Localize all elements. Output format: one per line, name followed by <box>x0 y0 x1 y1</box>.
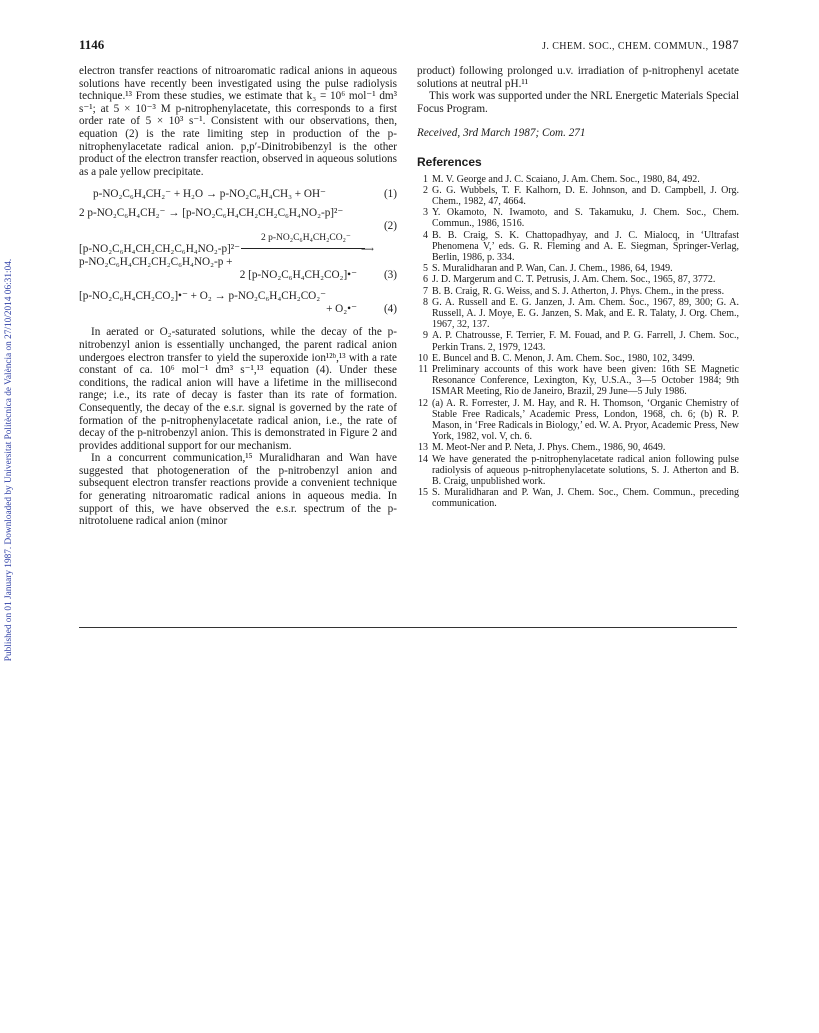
reference-text: J. D. Margerum and C. T. Petrusis, J. Am. Chem. Soc., 1965, 87, 3772. <box>432 274 716 286</box>
reference-number: 6 <box>423 274 428 286</box>
reference-item <box>417 185 739 207</box>
reference-text: G. G. Wubbels, T. F. Kalhorn, D. E. Johnson, and D. Campbell, J. Org. Chem., 1982, 47, 4664. <box>432 184 739 207</box>
reference-item <box>417 330 739 352</box>
download-stamp-text: Published on 01 January 1987. Downloaded by Universitat Politècnica de València on 27/10/2014 06:31:04. <box>4 258 14 662</box>
equation-4-line-a <box>79 290 397 303</box>
equation-3-reagent <box>79 233 397 243</box>
body-paragraph: electron transfer reactions of nitroaromatic radical anions in aqueous solutions have recently been investigated using the pulse radiolysis technique.¹³ From these studies, we estimate that k₃ = 10⁶ mol⁻¹ dm³ s⁻¹; at 5 × 10⁻³ M p-nitrophenylacetate, this corresponds to a first order rate of 5 × 10³ s⁻¹. Consistent with our observations, then, equation (2) is the rate limiting step in production of the p-nitrophenylacetate radical anion. p,p′-Dinitrobibenzyl is the other product of the electron transfer reaction, observed in aqueous solutions as a pale yellow precipitate. <box>79 65 397 178</box>
equation-3-line-a <box>79 243 397 256</box>
equation-4-line-b <box>79 303 397 316</box>
reference-number: 4 <box>423 229 428 241</box>
reference-number: 14 <box>418 453 428 465</box>
reference-number: 1 <box>423 173 428 185</box>
reference-number: 3 <box>423 207 428 219</box>
equation-2-number: (2) <box>383 220 397 233</box>
left-column <box>79 65 397 528</box>
body-paragraph: In a concurrent communication,¹⁵ Muralidharan and Wan have suggested that photogeneration of the p-nitrobenzyl anion and subsequent electron transfer reactions provide a convenient technique for generating nitroaromatic radical anions in aqueous media. In support of this, we have observed the e.s.r. spectrum of the p-nitrotoluene radical anion (minor <box>79 452 397 528</box>
equation-2 <box>79 207 397 220</box>
reference-number: 11 <box>418 364 428 376</box>
reference-number: 8 <box>423 296 428 308</box>
reference-number: 10 <box>418 352 428 364</box>
journal-name: J. CHEM. SOC., CHEM. COMMUN., <box>542 41 709 52</box>
equation-4-text: [p-NO₂C₆H₄CH₂CO₂]•⁻ + O₂ → p-NO₂C₆H₄CH₂CO₂⁻ <box>79 290 327 303</box>
equation-3-reactant: [p-NO₂C₆H₄CH₂CH₂C₆H₄NO₂-p]²⁻ <box>79 243 241 256</box>
reference-text: E. Buncel and B. C. Menon, J. Am. Chem. Soc., 1980, 102, 3499. <box>432 352 695 364</box>
acknowledgement: This work was supported under the NRL Energetic Materials Special Focus Program. <box>417 90 739 115</box>
received-date: Received, 3rd March 1987; Com. 271 <box>417 127 586 140</box>
reference-item <box>417 297 739 331</box>
equation-3-product-b: 2 [p-NO₂C₆H₄CH₂CO₂]•⁻ <box>239 269 357 282</box>
equation-4-number: (4) <box>383 303 397 316</box>
equation-1-text: p-NO₂C₆H₄CH₂⁻ + H₂O → p-NO₂C₆H₄CH₃ + OH⁻ <box>93 188 326 201</box>
reaction-arrow-shaft <box>241 248 365 249</box>
reference-text: A. P. Chatrousse, F. Terrier, F. M. Fouad, and P. G. Farrell, J. Chem. Soc., Perkin Trans. 2, 1979, 1243. <box>432 330 739 353</box>
equation-1 <box>79 188 397 201</box>
reference-number: 5 <box>423 263 428 275</box>
body-paragraph: In aerated or O₂-saturated solutions, while the decay of the p-nitrobenzyl anion is essentially unchanged, the parent radical anion undergoes electron transfer to yield the superoxide ion¹²ᵇ,¹³ with a rate constant of ca. 10⁶ mol⁻¹ dm³ s⁻¹,¹³ equation (4). Under these conditions, the radical anion will have a lifetime in the millisecond range; i.e., its rate of decay is faster than its rate of formation. Consequently, the decay of the e.s.r. signal is governed by the rate of formation of the p-nitrophenylacetate radical anion, i.e., the rate of decay of the p-nitrobenzyl anion. This is demonstrated in Figure 2 and provides additional support for our mechanism. <box>79 326 397 452</box>
equation-block <box>79 188 397 316</box>
reference-number: 2 <box>423 184 428 196</box>
reference-item <box>417 364 739 398</box>
right-column <box>417 65 739 510</box>
reference-item <box>417 487 739 509</box>
reference-item <box>417 207 739 229</box>
reference-number: 9 <box>423 330 428 342</box>
reference-item <box>417 174 739 185</box>
equation-2-text: 2 p-NO₂C₆H₄CH₂⁻ → [p-NO₂C₆H₄CH₂CH₂C₆H₄NO₂-p]²⁻ <box>79 207 344 220</box>
body-paragraph: product) following prolonged u.v. irradiation of p-nitrophenyl acetate solutions at neutral pH.¹¹ <box>417 65 739 90</box>
footer-rule <box>79 627 737 628</box>
equation-3-product-a: p-NO₂C₆H₄CH₂CH₂C₆H₄NO₂-p + <box>79 256 233 269</box>
reference-text: S. Muralidharan and P. Wan, Can. J. Chem., 1986, 64, 1949. <box>432 263 673 275</box>
references-heading: References <box>417 154 482 169</box>
reference-number: 15 <box>418 487 428 499</box>
reference-number: 12 <box>418 397 428 409</box>
references-list <box>417 174 739 510</box>
reference-text: We have generated the p-nitrophenylacetate radical anion following pulse radiolysis of aqueous p-nitrophenylacetate solutions, S. J. Atherton and B. B. Craig, unpublished work. <box>432 453 739 488</box>
reference-text: B. B. Craig, S. K. Chattopadhyay, and J. C. Mialocq, in ‘Ultrafast Phenomena V,’ eds. G. R. Fleming and A. E. Siegman, Springer-Verlag, Berlin, 1986, p. 334. <box>432 229 739 263</box>
reference-text: Y. Okamoto, N. Iwamoto, and S. Takamuku, J. Chem. Soc., Chem. Commun., 1986, 1516. <box>432 207 739 230</box>
equation-4-product: + O₂•⁻ <box>326 303 357 316</box>
reference-item <box>417 398 739 443</box>
reference-text: Preliminary accounts of this work have been given: 16th SE Magnetic Resonance Conference, Lexington, Ky, U.S.A., 3—5 October 1984; 9th ISMAR Meeting, Rio de Janeiro, Brazil, 29 June—5 July 1986. <box>432 364 739 398</box>
reference-text: (a) A. R. Forrester, J. M. Hay, and R. H. Thomson, ‘Organic Chemistry of Stable Free Radicals,’ Academic Press, London, 1968, ch. 6; (b) R. P. Mason, in ‘Free Radicals in Biology,’ ed. W. A. Pryor, Academic Press, New York, 1982, vol. V, ch. 6. <box>432 397 739 443</box>
reference-item <box>417 286 739 297</box>
reference-text: B. B. Craig, R. G. Weiss, and S. J. Atherton, J. Phys. Chem., in the press. <box>432 285 725 297</box>
reference-text: M. V. George and J. C. Scaiano, J. Am. Chem. Soc., 1980, 84, 492. <box>432 173 700 185</box>
journal-year: 1987 <box>711 37 739 52</box>
reference-item <box>417 442 739 453</box>
equation-2-number-line <box>79 220 397 233</box>
reference-item <box>417 263 739 274</box>
reference-text: M. Meot-Ner and P. Neta, J. Phys. Chem., 1986, 90, 4649. <box>432 442 666 454</box>
reaction-arrow-icon: ⟶ <box>361 244 374 255</box>
reference-text: G. A. Russell and E. G. Janzen, J. Am. Chem. Soc., 1967, 89, 300; G. A. Russell, A. J. Moye, E. G. Janzen, S. Mak, and E. R. Talaty, J. Org. Chem., 1967, 32, 137. <box>432 296 739 331</box>
reference-item <box>417 274 739 285</box>
equation-3-line-b <box>79 256 397 269</box>
equation-3-over-arrow: 2 p-NO₂C₆H₄CH₂CO₂⁻ <box>261 233 351 244</box>
running-head <box>542 37 739 53</box>
equation-1-number: (1) <box>383 188 397 201</box>
equation-3-number: (3) <box>383 269 397 282</box>
page-number: 1146 <box>79 37 105 52</box>
reference-item <box>417 230 739 264</box>
reference-number: 7 <box>423 285 428 297</box>
equation-3-line-c <box>79 269 397 282</box>
reference-item <box>417 454 739 488</box>
reference-item <box>417 353 739 364</box>
reference-text: S. Muralidharan and P. Wan, J. Chem. Soc., Chem. Commun., preceding communication. <box>432 487 739 510</box>
reference-number: 13 <box>418 442 428 454</box>
download-stamp <box>2 120 16 800</box>
